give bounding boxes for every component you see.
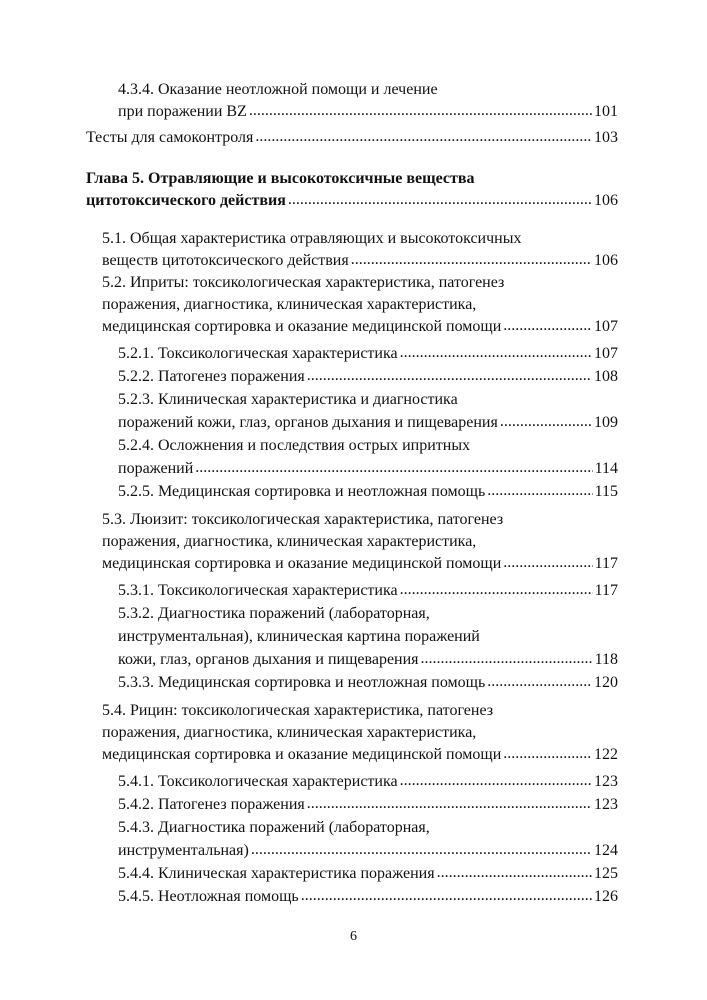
toc-page-number: 117 [594,555,618,572]
toc-entry-text: 5.4.3. Диагностика поражений (лабораторная, [118,819,430,836]
toc-page-number: 109 [594,414,618,431]
toc-page-number: 117 [594,582,618,599]
toc-entry-text: медицинская сортировка и оказание медицинской помощи [102,318,502,335]
page-number: 6 [350,929,357,944]
toc-entry-text: поражений кожи, глаз, органов дыхания и пищеварения [118,414,498,431]
toc-entry-text: 5.3. Люизит: токсикологическая характеристика, патогенез [102,511,504,528]
leader-dots [437,862,592,884]
toc-entry-text: 5.2. Иприты: токсикологическая характеристика, патогенез [102,274,505,291]
toc-page-number: 126 [594,888,618,905]
toc-page-number: 115 [594,483,618,500]
toc-line[interactable] [118,580,618,602]
toc-page-number: 106 [594,192,618,209]
toc-page-number: 118 [594,651,618,668]
toc-line [118,817,618,839]
toc-entry-text: 5.2.1. Токсикологическая характеристика [118,345,398,362]
toc-line [102,700,618,722]
toc-entry-text: медицинская сортировка и оказание медицинской помощи [102,555,502,572]
toc-entry-text: поражений [118,460,194,477]
leader-dots [400,770,592,792]
leader-dots [255,126,592,148]
toc-line[interactable] [118,840,618,862]
leader-dots [288,189,592,211]
toc-page-number: 101 [594,103,618,120]
toc-chapter-line [86,168,618,190]
toc-entry-text: 5.4.5. Неотложная помощь [118,888,299,905]
toc-line [118,389,618,411]
toc-entry-text: кожи, глаз, органов дыхания и пищеварения [118,651,419,668]
toc-chapter-line[interactable] [86,190,618,212]
toc-line [118,626,618,648]
toc-chapter-text: Глава 5. Отравляющие и высокотоксичные вещества [86,170,475,187]
toc-line[interactable] [118,101,618,123]
toc-entry-text: 5.4. Рицин: токсикологическая характеристика, патогенез [102,702,494,719]
toc-line [102,722,618,744]
toc-entry-text: 4.3.4. Оказание неотложной помощи и лечение [118,81,438,98]
toc-line[interactable] [118,366,618,388]
leader-dots [503,552,592,574]
toc-page-number: 123 [594,796,618,813]
toc-line[interactable] [118,412,618,434]
toc-line[interactable] [86,127,618,149]
toc-entry-text: инструментальная), клиническая картина поражений [118,628,480,645]
toc-entry-text: Тесты для самоконтроля [86,129,254,146]
toc-page-number: 114 [594,460,618,477]
toc-entry-text: поражения, диагностика, клиническая характеристика, [102,724,477,741]
toc-line[interactable] [118,863,618,885]
leader-dots [487,671,592,693]
toc-chapter-text: цитотоксического действия [86,192,286,209]
toc-entry-text: 5.3.2. Диагностика поражений (лабораторная, [118,605,430,622]
leader-dots [249,100,592,122]
toc-line[interactable] [102,316,618,338]
toc-entry-text: при поражении BZ [118,103,247,120]
toc-entry-text: 5.2.3. Клиническая характеристика и диагностика [118,391,458,408]
leader-dots [307,365,592,387]
toc-page-number: 107 [594,318,618,335]
toc-line[interactable] [118,458,618,480]
toc-page-number: 106 [594,252,618,269]
toc-entry-text: 5.3.3. Медицинская сортировка и неотложная помощь [118,674,486,691]
leader-dots [487,480,592,502]
toc-entry-text: 5.4.4. Клиническая характеристика поражения [118,865,435,882]
toc-line[interactable] [118,649,618,671]
toc-page-number: 107 [594,345,618,362]
leader-dots [400,342,592,364]
toc-line[interactable] [102,250,618,272]
toc-line[interactable] [118,794,618,816]
toc-entry-text: поражения, диагностика, клиническая характеристика, [102,296,477,313]
toc-line [102,294,618,316]
toc-line [118,603,618,625]
toc-entry-text: инструментальная) [118,842,249,859]
leader-dots [351,249,592,271]
toc-line [102,531,618,553]
leader-dots [421,648,593,670]
leader-dots [503,315,592,337]
toc-page-number: 108 [594,368,618,385]
toc-entry-text: 5.2.5. Медицинская сортировка и неотложная помощь [118,483,486,500]
toc-entry-text: веществ цитотоксического действия [102,252,349,269]
toc-page-number: 124 [594,842,618,859]
toc-line[interactable] [118,481,618,503]
toc-page-number: 123 [594,773,618,790]
toc-page-number: 125 [594,865,618,882]
toc-entry-text: 5.3.1. Токсикологическая характеристика [118,582,398,599]
toc-page-number: 120 [594,674,618,691]
toc-entry-text: 5.4.2. Патогенез поражения [118,796,305,813]
toc-line[interactable] [102,744,618,766]
leader-dots [251,839,592,861]
toc-line[interactable] [118,886,618,908]
leader-dots [503,743,592,765]
leader-dots [500,411,592,433]
toc-entry-text: медицинская сортировка и оказание медицинской помощи [102,746,502,763]
toc-line [118,435,618,457]
toc-line[interactable] [102,553,618,575]
toc-entry-text: 5.1. Общая характеристика отравляющих и высокотоксичных [102,230,522,247]
toc-page-number: 103 [594,129,618,146]
toc-line [102,272,618,294]
toc-line[interactable] [118,343,618,365]
toc-entry-text: 5.4.1. Токсикологическая характеристика [118,773,398,790]
toc-line[interactable] [118,771,618,793]
leader-dots [307,793,592,815]
toc-line[interactable] [118,672,618,694]
leader-dots [400,579,593,601]
leader-dots [301,885,592,907]
toc-entry-text: поражения, диагностика, клиническая характеристика, [102,533,477,550]
leader-dots [195,457,592,479]
toc-entry-text: 5.2.4. Осложнения и последствия острых ипритных [118,437,471,454]
toc-line [102,228,618,250]
toc-page-number: 122 [594,746,618,763]
toc-line [118,79,618,101]
toc-entry-text: 5.2.2. Патогенез поражения [118,368,305,385]
toc-line [102,509,618,531]
